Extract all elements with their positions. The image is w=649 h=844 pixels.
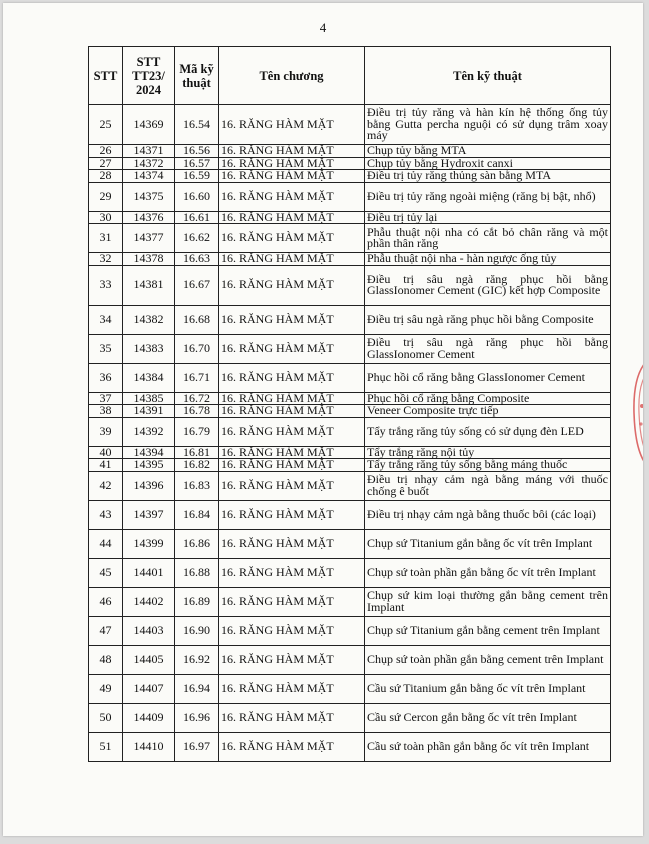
cell-ten-ky-thuat: Cầu sứ Cercon gắn bằng ốc vít trên Implant	[365, 703, 611, 732]
cell-stt: 36	[89, 363, 123, 392]
table-row	[89, 732, 611, 761]
cell-ten-ky-thuat: Chụp sứ Titanium gắn bằng ốc vít trên Implant	[365, 529, 611, 558]
cell-ma-ky-thuat: 16.60	[175, 182, 219, 211]
cell-stt-tt: 14374	[123, 170, 175, 183]
cell-stt: 49	[89, 674, 123, 703]
cell-ten-chuong: 16. RĂNG HÀM MẶT	[219, 253, 365, 266]
cell-ten-ky-thuat: Điều trị tủy răng ngoài miệng (răng bị bật, nhổ)	[365, 182, 611, 211]
red-stamp-fragment	[631, 358, 643, 468]
cell-ten-chuong: 16. RĂNG HÀM MẶT	[219, 587, 365, 616]
cell-stt: 33	[89, 265, 123, 305]
cell-ten-ky-thuat: Tẩy trắng răng nội tủy	[365, 446, 611, 459]
table-row	[89, 211, 611, 224]
cell-ma-ky-thuat: 16.94	[175, 674, 219, 703]
cell-stt-tt: 14399	[123, 529, 175, 558]
cell-ten-ky-thuat: Chụp tủy bằng Hydroxit canxi	[365, 157, 611, 170]
cell-ten-chuong: 16. RĂNG HÀM MẶT	[219, 157, 365, 170]
cell-ten-chuong: 16. RĂNG HÀM MẶT	[219, 558, 365, 587]
cell-ten-chuong: 16. RĂNG HÀM MẶT	[219, 446, 365, 459]
cell-ten-chuong: 16. RĂNG HÀM MẶT	[219, 105, 365, 145]
cell-ma-ky-thuat: 16.61	[175, 211, 219, 224]
cell-ten-ky-thuat: Điều trị tủy răng thủng sàn bằng MTA	[365, 170, 611, 183]
cell-stt: 26	[89, 145, 123, 158]
cell-ten-chuong: 16. RĂNG HÀM MẶT	[219, 305, 365, 334]
cell-stt: 48	[89, 645, 123, 674]
cell-ma-ky-thuat: 16.79	[175, 417, 219, 446]
cell-ten-ky-thuat: Điều trị nhạy cảm ngà bằng thuốc bôi (các loại)	[365, 500, 611, 529]
cell-ten-ky-thuat: Điều trị tủy lại	[365, 211, 611, 224]
cell-ma-ky-thuat: 16.88	[175, 558, 219, 587]
cell-stt-tt: 14383	[123, 334, 175, 363]
table-row	[89, 645, 611, 674]
header-ma-ky-thuat: Mã kỹ thuật	[175, 47, 219, 105]
cell-stt: 28	[89, 170, 123, 183]
cell-stt-tt: 14407	[123, 674, 175, 703]
cell-stt: 32	[89, 253, 123, 266]
cell-stt: 37	[89, 392, 123, 405]
cell-stt-tt: 14376	[123, 211, 175, 224]
cell-ma-ky-thuat: 16.83	[175, 471, 219, 500]
cell-stt-tt: 14384	[123, 363, 175, 392]
cell-ten-chuong: 16. RĂNG HÀM MẶT	[219, 334, 365, 363]
table-body	[89, 105, 611, 762]
cell-ten-ky-thuat: Điều trị sâu ngà răng phục hồi bằng GlassIonomer Cement	[365, 334, 611, 363]
cell-ma-ky-thuat: 16.63	[175, 253, 219, 266]
cell-ten-chuong: 16. RĂNG HÀM MẶT	[219, 417, 365, 446]
cell-ten-chuong: 16. RĂNG HÀM MẶT	[219, 529, 365, 558]
cell-ten-chuong: 16. RĂNG HÀM MẶT	[219, 170, 365, 183]
cell-stt-tt: 14394	[123, 446, 175, 459]
header-stt: STT	[89, 47, 123, 105]
table-row	[89, 363, 611, 392]
table-row	[89, 305, 611, 334]
cell-ma-ky-thuat: 16.84	[175, 500, 219, 529]
cell-ten-chuong: 16. RĂNG HÀM MẶT	[219, 224, 365, 253]
cell-stt: 51	[89, 732, 123, 761]
document-page	[3, 3, 643, 836]
table-row	[89, 417, 611, 446]
cell-ten-ky-thuat: Tẩy trắng răng tủy sống bằng máng thuốc	[365, 459, 611, 472]
page-number: 4	[319, 20, 327, 35]
cell-ten-ky-thuat: Chụp sứ kim loại thường gắn bằng cement trên Implant	[365, 587, 611, 616]
cell-ten-chuong: 16. RĂNG HÀM MẶT	[219, 363, 365, 392]
cell-stt: 25	[89, 105, 123, 145]
header-ten-ky-thuat: Tên kỹ thuật	[365, 47, 611, 105]
cell-ma-ky-thuat: 16.92	[175, 645, 219, 674]
cell-stt: 30	[89, 211, 123, 224]
cell-ten-ky-thuat: Phục hồi cổ răng bằng GlassIonomer Cement	[365, 363, 611, 392]
cell-stt: 50	[89, 703, 123, 732]
cell-ma-ky-thuat: 16.89	[175, 587, 219, 616]
cell-ten-chuong: 16. RĂNG HÀM MẶT	[219, 182, 365, 211]
cell-ma-ky-thuat: 16.57	[175, 157, 219, 170]
header-ten-chuong: Tên chương	[219, 47, 365, 105]
cell-ma-ky-thuat: 16.67	[175, 265, 219, 305]
cell-ten-ky-thuat: Phẫu thuật nội nha có cắt bỏ chân răng và một phần thân răng	[365, 224, 611, 253]
cell-stt: 47	[89, 616, 123, 645]
cell-ma-ky-thuat: 16.90	[175, 616, 219, 645]
cell-stt: 31	[89, 224, 123, 253]
cell-stt-tt: 14392	[123, 417, 175, 446]
cell-ma-ky-thuat: 16.71	[175, 363, 219, 392]
cell-ten-ky-thuat: Điều trị sâu ngà răng phục hồi bằng Composite	[365, 305, 611, 334]
cell-stt: 41	[89, 459, 123, 472]
table-row	[89, 145, 611, 158]
table-row	[89, 224, 611, 253]
cell-ten-ky-thuat: Cầu sứ Titanium gắn bằng ốc vít trên Implant	[365, 674, 611, 703]
cell-ten-chuong: 16. RĂNG HÀM MẶT	[219, 674, 365, 703]
cell-ten-chuong: 16. RĂNG HÀM MẶT	[219, 732, 365, 761]
table-row	[89, 265, 611, 305]
cell-stt-tt: 14410	[123, 732, 175, 761]
cell-ten-ky-thuat: Veneer Composite trực tiếp	[365, 405, 611, 418]
cell-ma-ky-thuat: 16.96	[175, 703, 219, 732]
cell-stt-tt: 14405	[123, 645, 175, 674]
table-row	[89, 253, 611, 266]
cell-ten-ky-thuat: Điều trị tủy răng và hàn kín hệ thống ống tủy bằng Gutta percha nguội có sử dụng trâm xoay máy	[365, 105, 611, 145]
table-row	[89, 471, 611, 500]
cell-ten-ky-thuat: Tẩy trắng răng tủy sống có sử dụng đèn LED	[365, 417, 611, 446]
cell-ma-ky-thuat: 16.54	[175, 105, 219, 145]
table-row	[89, 674, 611, 703]
table-row	[89, 558, 611, 587]
cell-ten-chuong: 16. RĂNG HÀM MẶT	[219, 500, 365, 529]
cell-ten-chuong: 16. RĂNG HÀM MẶT	[219, 392, 365, 405]
cell-ma-ky-thuat: 16.62	[175, 224, 219, 253]
cell-ten-ky-thuat: Phục hồi cổ răng bằng Composite	[365, 392, 611, 405]
cell-stt: 42	[89, 471, 123, 500]
table-row	[89, 170, 611, 183]
cell-ma-ky-thuat: 16.72	[175, 392, 219, 405]
cell-stt-tt: 14396	[123, 471, 175, 500]
cell-ten-chuong: 16. RĂNG HÀM MẶT	[219, 265, 365, 305]
cell-ma-ky-thuat: 16.56	[175, 145, 219, 158]
table-row	[89, 334, 611, 363]
table-row	[89, 459, 611, 472]
cell-ten-ky-thuat: Điều trị sâu ngà răng phục hồi bằng GlassIonomer Cement (GIC) kết hợp Composite	[365, 265, 611, 305]
cell-stt-tt: 14403	[123, 616, 175, 645]
cell-stt-tt: 14395	[123, 459, 175, 472]
cell-stt: 35	[89, 334, 123, 363]
cell-ten-chuong: 16. RĂNG HÀM MẶT	[219, 616, 365, 645]
cell-ma-ky-thuat: 16.68	[175, 305, 219, 334]
cell-stt-tt: 14371	[123, 145, 175, 158]
cell-stt: 43	[89, 500, 123, 529]
cell-ma-ky-thuat: 16.82	[175, 459, 219, 472]
table-row	[89, 405, 611, 418]
cell-stt: 38	[89, 405, 123, 418]
cell-stt-tt: 14375	[123, 182, 175, 211]
table-row	[89, 616, 611, 645]
cell-stt-tt: 14385	[123, 392, 175, 405]
cell-ma-ky-thuat: 16.86	[175, 529, 219, 558]
cell-ten-chuong: 16. RĂNG HÀM MẶT	[219, 645, 365, 674]
table-row	[89, 587, 611, 616]
table-row	[89, 500, 611, 529]
cell-ten-chuong: 16. RĂNG HÀM MẶT	[219, 471, 365, 500]
table-header-row	[89, 47, 611, 105]
cell-ten-chuong: 16. RĂNG HÀM MẶT	[219, 405, 365, 418]
cell-ten-ky-thuat: Phẫu thuật nội nha - hàn ngược ống tủy	[365, 253, 611, 266]
cell-stt: 27	[89, 157, 123, 170]
cell-stt-tt: 14369	[123, 105, 175, 145]
cell-stt: 40	[89, 446, 123, 459]
cell-ten-ky-thuat: Chụp sứ toàn phần gắn bằng cement trên Implant	[365, 645, 611, 674]
cell-ten-ky-thuat: Chụp tủy bằng MTA	[365, 145, 611, 158]
cell-stt-tt: 14378	[123, 253, 175, 266]
cell-stt-tt: 14391	[123, 405, 175, 418]
cell-stt: 45	[89, 558, 123, 587]
cell-ma-ky-thuat: 16.59	[175, 170, 219, 183]
table-row	[89, 105, 611, 145]
cell-ten-chuong: 16. RĂNG HÀM MẶT	[219, 145, 365, 158]
technique-table	[88, 46, 611, 762]
cell-stt-tt: 14372	[123, 157, 175, 170]
table-row	[89, 529, 611, 558]
cell-stt-tt: 14397	[123, 500, 175, 529]
cell-ten-ky-thuat: Điều trị nhạy cảm ngà bằng máng với thuốc chống ê buốt	[365, 471, 611, 500]
cell-stt: 34	[89, 305, 123, 334]
cell-ten-ky-thuat: Chụp sứ toàn phần gắn bằng ốc vít trên Implant	[365, 558, 611, 587]
cell-ma-ky-thuat: 16.97	[175, 732, 219, 761]
cell-stt: 46	[89, 587, 123, 616]
cell-stt-tt: 14377	[123, 224, 175, 253]
header-stt-tt: STT TT23/ 2024	[123, 47, 175, 105]
cell-ma-ky-thuat: 16.81	[175, 446, 219, 459]
cell-stt: 29	[89, 182, 123, 211]
cell-ma-ky-thuat: 16.70	[175, 334, 219, 363]
cell-stt-tt: 14409	[123, 703, 175, 732]
cell-ma-ky-thuat: 16.78	[175, 405, 219, 418]
cell-stt-tt: 14382	[123, 305, 175, 334]
table-row	[89, 392, 611, 405]
cell-ten-ky-thuat: Cầu sứ toàn phần gắn bằng ốc vít trên Implant	[365, 732, 611, 761]
cell-ten-chuong: 16. RĂNG HÀM MẶT	[219, 459, 365, 472]
cell-stt: 39	[89, 417, 123, 446]
cell-ten-ky-thuat: Chụp sứ Titanium gắn bằng cement trên Implant	[365, 616, 611, 645]
cell-stt-tt: 14402	[123, 587, 175, 616]
cell-ten-chuong: 16. RĂNG HÀM MẶT	[219, 703, 365, 732]
table-row	[89, 182, 611, 211]
cell-ten-chuong: 16. RĂNG HÀM MẶT	[219, 211, 365, 224]
cell-stt-tt: 14381	[123, 265, 175, 305]
cell-stt: 44	[89, 529, 123, 558]
table-row	[89, 703, 611, 732]
cell-stt-tt: 14401	[123, 558, 175, 587]
